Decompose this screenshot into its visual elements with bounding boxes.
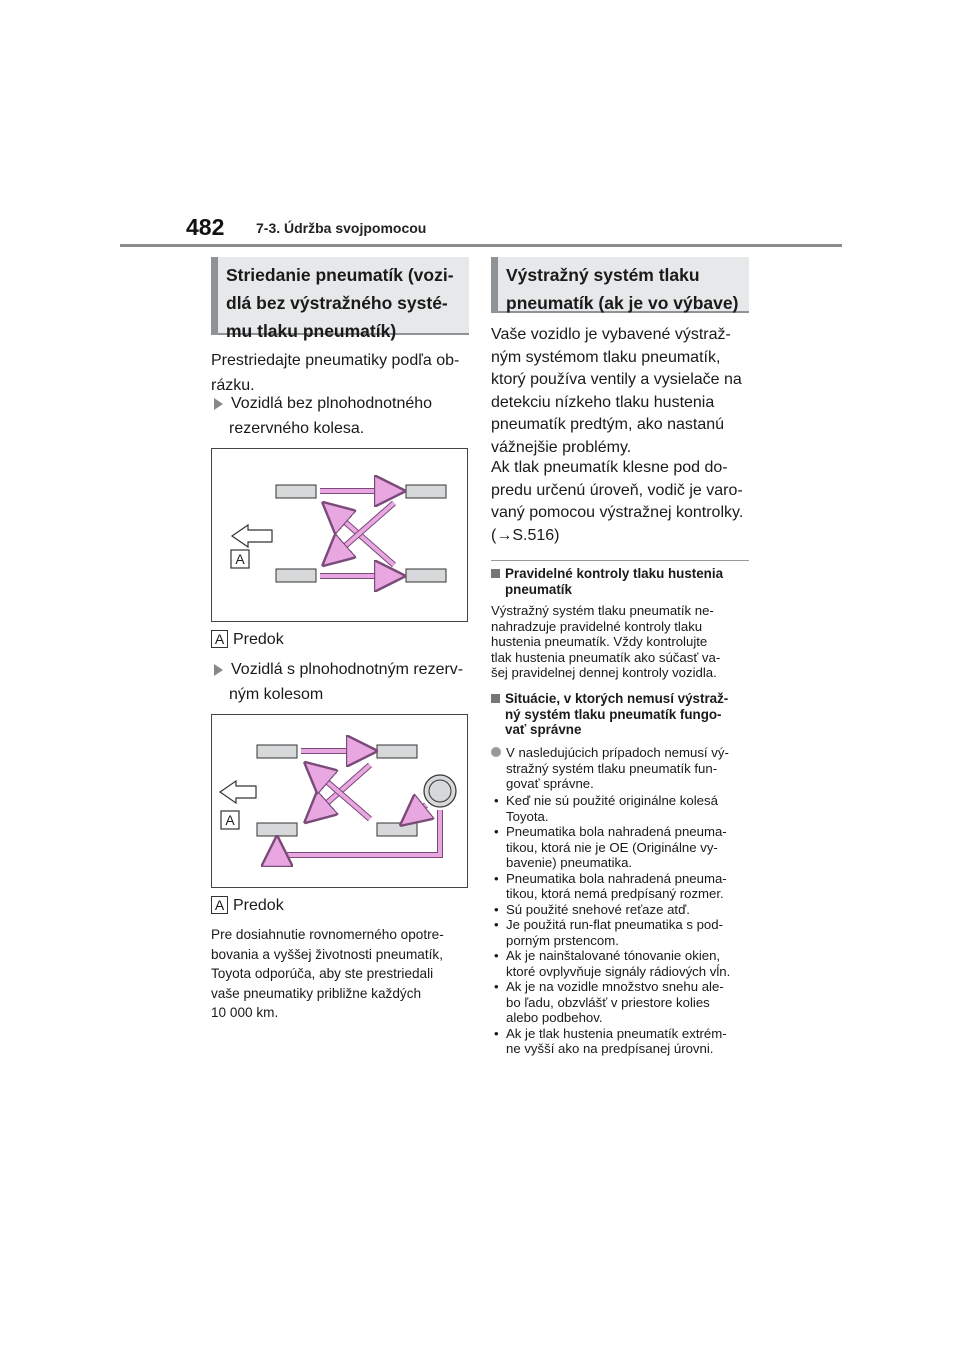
list-item: [494, 871, 758, 902]
text-line: bo ľadu, obzvlášť v priestore kolies: [506, 994, 710, 1010]
rotation-figure-no-spare: [211, 448, 468, 622]
text-line: pneumatík predtým, ako nastanú: [491, 416, 725, 433]
heading-line: mu tlaku pneumatík): [226, 321, 397, 341]
figure-label: A: [235, 551, 245, 567]
list-item: [494, 1026, 758, 1057]
triangle-bullet-icon: [214, 664, 223, 676]
legend-front: [211, 896, 284, 916]
circle-bullet-icon: [491, 747, 501, 757]
text-line: porným prstencom.: [506, 932, 619, 948]
list-item: [494, 902, 758, 918]
text-line: • Ak je tlak hustenia pneumatík extrém-: [506, 1025, 727, 1041]
tire-rear-left: [257, 823, 297, 836]
heading-line: dlá bez výstražného systé-: [226, 293, 448, 313]
list-item: [494, 793, 758, 824]
text-line: • Ak je na vozidle množstvo snehu ale-: [506, 979, 724, 994]
text-line: Prestriedajte pneumatiky podľa ob-: [211, 352, 460, 369]
square-bullet-icon: [491, 694, 500, 703]
text-line: stražný systém tlaku pneumatík fun-: [506, 760, 718, 776]
text-line: Výstražný systém tlaku pneumatík ne-: [491, 603, 714, 618]
tire-rear-right: [406, 569, 446, 582]
text-line: ný systém tlaku pneumatík fungo-: [505, 706, 722, 722]
tpws-para2: [491, 457, 753, 547]
figure-label: A: [225, 812, 235, 828]
rotation-arrow: [328, 507, 394, 565]
tire-rear-left: [276, 569, 316, 582]
tire-front-right: [406, 485, 446, 498]
forward-arrow-icon: [232, 525, 272, 547]
legend-front: [211, 630, 284, 650]
text-line: hustenia pneumatík. Vždy kontrolujte: [491, 634, 708, 649]
section-heading-rotation: [211, 257, 469, 341]
text-line: rázku.: [211, 377, 255, 394]
list-item: [494, 979, 758, 1026]
text-line: vať správne: [505, 722, 582, 737]
text-line: Situácie, v ktorých nemusí výstraž-: [505, 691, 729, 706]
text-line: šej pravidelnej dennej kontroly vozidla.: [491, 665, 717, 680]
list-item: [494, 917, 758, 948]
text-line: Pre dosiahnutie rovnomerného opotre-: [211, 927, 444, 942]
list-item: [494, 948, 758, 979]
text-line: • Ak je nainštalované tónovanie okien,: [506, 948, 721, 963]
text-line: ným systémom tlaku pneumatík,: [491, 348, 721, 366]
text-line: ne vyšší ako na predpísanej úrovni.: [506, 1041, 714, 1056]
text-line: tlak hustenia pneumatík ako súčasť va-: [491, 649, 721, 665]
rotation-figure-with-spare: [211, 714, 468, 888]
section-heading-tpws: [491, 257, 749, 313]
text-line: bovania a vyššej životnosti pneumatík,: [211, 946, 443, 962]
tire-front-left: [276, 485, 316, 498]
text-line: Toyota odporúča, aby ste prestriedali: [211, 966, 434, 981]
page-number: 482: [186, 214, 225, 240]
page-reference-link[interactable]: (→S.516): [491, 526, 560, 544]
heading-line: Výstražný systém tlaku: [506, 265, 700, 285]
divider: [491, 560, 749, 561]
forward-arrow-icon: [220, 781, 256, 803]
text-line: Vaše vozidlo je vybavené výstraž-: [491, 326, 731, 343]
chapter-title: 7-3. Údržba svojpomocou: [256, 220, 427, 236]
text-line: ktorý používa ventily a vysielače na: [491, 371, 742, 388]
subsection-regular-checks: [491, 566, 753, 597]
situations-list: [494, 793, 758, 1057]
text-line: • Pneumatika bola nahradená pneuma-: [506, 824, 727, 839]
list-item: [494, 824, 758, 871]
subsection-situations: [491, 691, 755, 738]
text-line: rezervného kolesa.: [229, 420, 365, 437]
situations-lead: [491, 745, 757, 792]
text-line: tikou, ktorá nie je OE (Originálne vy-: [506, 839, 718, 855]
text-line: V nasledujúcich prípadoch nemusí vý-: [506, 745, 729, 760]
text-line: nahradzuje pravidelné kontroly tlaku: [491, 618, 703, 634]
heading-line: pneumatík (ak je vo výbave): [506, 293, 739, 313]
legend-letter: A: [211, 630, 228, 648]
text-line: • Sú použité snehové reťaze atď.: [506, 901, 690, 917]
text-line: tikou, ktorá nemá predpísaný rozmer.: [506, 886, 724, 901]
text-line: vaše pneumatiky približne každých: [211, 985, 422, 1001]
text-line: bavenie) pneumatika.: [506, 855, 633, 870]
text-line: ným kolesom: [229, 686, 324, 703]
text-line: Ak tlak pneumatík klesne pod do-: [491, 459, 728, 476]
text-line: • Pneumatika bola nahradená pneuma-: [506, 870, 727, 886]
text-line: 10 000 km.: [211, 1005, 279, 1020]
square-bullet-icon: [491, 569, 500, 578]
text-line: pneumatík: [505, 581, 572, 597]
text-line: Toyota.: [506, 808, 549, 824]
heading-line: Striedanie pneumatík (vozi-: [226, 265, 454, 285]
tire-front-left: [257, 745, 297, 758]
text-line: predu určenú úroveň, vodič je varo-: [491, 481, 743, 499]
text-line: Vozidlá bez plnohodnotného: [231, 395, 433, 412]
tire-front-right: [377, 745, 417, 758]
text-line: govať správne.: [506, 776, 594, 791]
text-line: • Keď nie sú použité originálne kolesá: [506, 793, 718, 808]
tire-rear-right: [377, 823, 417, 836]
text-line: detekciu nízkeho tlaku hustenia: [491, 393, 715, 411]
triangle-bullet-icon: [214, 398, 223, 410]
text-line: ktoré ovplyvňuje signály rádiových vĺn.: [506, 963, 731, 979]
text-line: • Je použitá run-flat pneumatika s pod-: [506, 917, 723, 932]
text-line: vážnejšie problémy.: [491, 438, 632, 456]
rotation-arrow: [406, 805, 426, 821]
regular-checks-text: [491, 603, 755, 681]
legend-text: Predok: [233, 631, 284, 648]
rotation-arrow: [328, 503, 394, 561]
text-line: vaný pomocou výstražnej kontrolky.: [491, 504, 744, 521]
header-rule: [120, 244, 842, 247]
tpws-para1: [491, 324, 753, 459]
text-line: alebo podbehov.: [506, 1010, 603, 1025]
rotation-note: [211, 925, 473, 1023]
case-with-spare: [214, 657, 474, 707]
case-without-spare: [214, 391, 474, 441]
legend-letter: A: [211, 896, 228, 914]
text-line: Vozidlá s plnohodnotným rezerv-: [231, 661, 464, 678]
text-line: Pravidelné kontroly tlaku hustenia: [505, 566, 724, 581]
legend-text: Predok: [233, 897, 284, 914]
